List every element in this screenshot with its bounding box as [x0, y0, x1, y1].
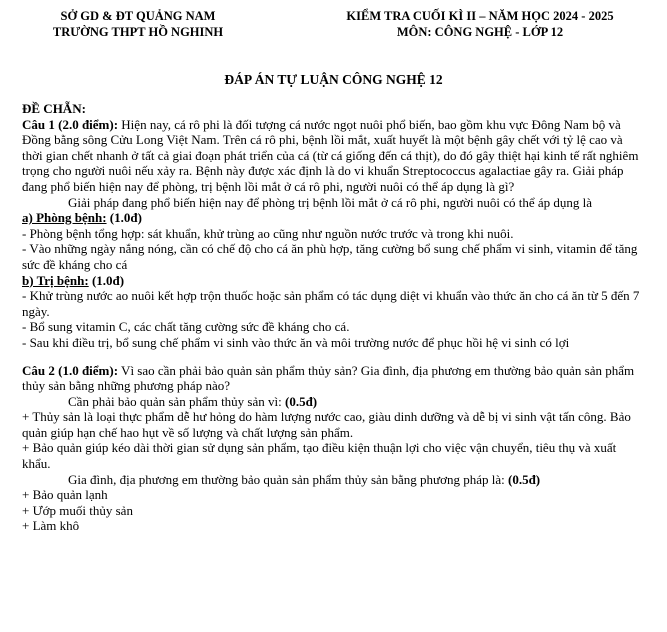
- answer-item: + Làm khô: [22, 518, 80, 534]
- question-2-text: Vì sao cần phải bảo quản sản phẩm thủy sản? Gia đình, địa phương em thường bảo quản sản phẩm thủy sản bằng những phương pháp nào?: [22, 362, 635, 394]
- answer-content: [22, 101, 646, 534]
- question-1-label: Câu 1 (2.0 điểm):: [22, 116, 119, 132]
- answer-item: - Sau khi điều trị, bổ sung chế phẩm vi sinh vào thức ăn và môi trường nước để phục hồi hệ vi sinh có lợi: [22, 334, 570, 350]
- answer-item: + Bảo quản giúp kéo dài thời gian sử dụng sản phẩm, tạo điều kiện thuận lợi cho việc vận chuyển, tiêu thụ và xuất khẩu.: [22, 440, 617, 472]
- answer-item: + Ướp muối thủy sản: [22, 502, 133, 518]
- department-name: SỞ GD & ĐT QUẢNG NAM: [60, 9, 216, 23]
- answer-item: - Khử trùng nước ao nuôi kết hợp trộn thuốc hoặc sản phẩm có tác dụng diệt vi khuẩn vào thức ăn cho cá ăn từ 5 đến 7 ngày.: [22, 288, 640, 319]
- exam-header: [300, 8, 660, 40]
- school-name: TRƯỜNG THPT HỒ NGHINH: [52, 25, 224, 39]
- answer-1-intro: Giải pháp đang phổ biến hiện nay để phòng trị bệnh lồi mắt ở cá rô phi, người nuôi có thể áp dụng là: [68, 194, 593, 210]
- question-1: [22, 117, 646, 195]
- prevent-heading: a) Phòng bệnh: (1.0đ): [22, 210, 142, 226]
- answer-item: - Bổ sung vitamin C, các chất tăng cường sức đề kháng cho cá.: [22, 319, 350, 335]
- exam-name: KIỂM TRA CUỐI KÌ II – NĂM HỌC 2024 - 2025: [346, 9, 614, 23]
- answer-item: + Bảo quản lạnh: [22, 487, 108, 503]
- answer-item: + Thủy sản là loại thực phẩm dễ hư hỏng do hàm lượng nước cao, giàu dinh dưỡng và dễ bị vi sinh vật tấn công. Bảo quản giúp hạn chế hao hụt về số lượng và chất lượng sản phẩm.: [22, 409, 631, 440]
- question-2: [22, 363, 646, 394]
- page-title: ĐÁP ÁN TỰ LUẬN CÔNG NGHỆ 12: [224, 72, 443, 87]
- answer-item: - Phòng bệnh tổng hợp: sát khuẩn, khử trùng ao cũng như nguồn nước trước và trong khi nuôi.: [22, 225, 514, 241]
- answer-item: - Vào những ngày nắng nóng, cần có chế độ cho cá ăn phù hợp, tăng cường bổ sung chế phẩm vi sinh, vitamin để tăng sức đề kháng cho cá: [22, 241, 638, 272]
- question-1-text: Hiện nay, cá rô phi là đối tượng cá nước ngọt nuôi phổ biến, bao gồm khu vực Đông Nam bộ và Đồng bằng sông Cửu Long Việt Nam. Trên cá rô phi, bệnh lồi mắt, xuất huyết là một bệnh gây chết với tỷ lệ cao và thời gian chết nhanh ở tất cả giai đoạn phát triển của cá (từ cá giống đến cá thịt), do đó gây thiệt hại kinh tế rất nghiêm trọng cho người nuôi nếu xảy ra. Bệnh này được xác định là do vi khuẩn Streptococcus agalactiae gây ra. Giải pháp đang phổ biến hiện nay để phòng, trị bệnh lồi mắt ở cá rô phi, người nuôi có thể áp dụng là gì?: [22, 116, 639, 194]
- section-label: ĐỀ CHẴN:: [22, 101, 86, 116]
- method-intro: Gia đình, địa phương em thường bảo quản sản phẩm thủy sản bằng phương pháp là: (0.5đ): [68, 471, 541, 487]
- school-header: [18, 8, 258, 40]
- subject-name: MÔN: CÔNG NGHỆ - LỚP 12: [396, 25, 564, 39]
- question-2-label: Câu 2 (1.0 điểm):: [22, 362, 119, 378]
- reason-intro: Cần phải bảo quản sản phẩm thủy sản vì: (0.5đ): [68, 393, 318, 409]
- treat-heading: b) Trị bệnh: (1.0đ): [22, 272, 125, 288]
